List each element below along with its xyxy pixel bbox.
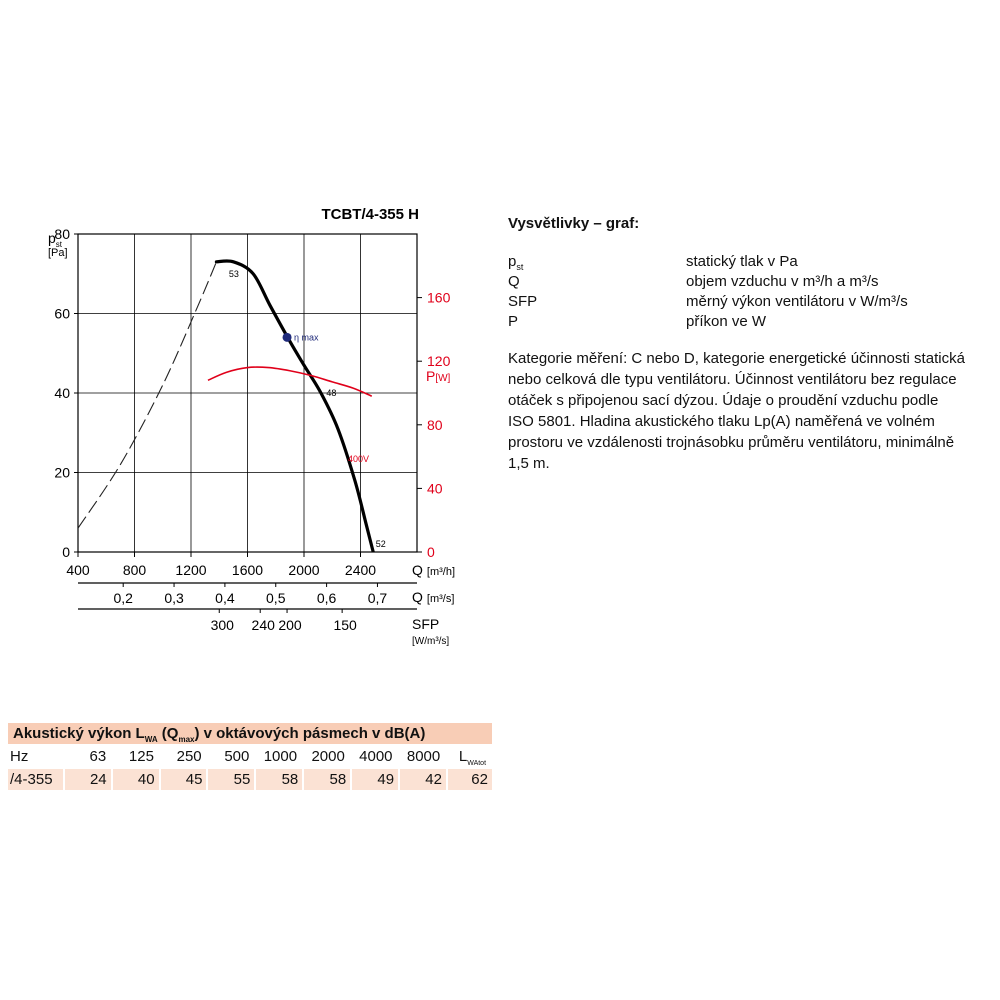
acoustic-value-cell: 24 [65,769,111,790]
y-left-unit: [Pa] [48,247,68,259]
legend-symbol: Q [508,273,520,290]
x2-tick-label: 0,7 [367,590,388,606]
y-left-tick-label: 0 [62,544,70,560]
series-400V [208,367,372,396]
x1-tick-label: 1200 [175,562,207,578]
legend-row [508,292,968,312]
chart-annotation: 53 [228,268,239,279]
series-pressure-solid [216,261,373,552]
x1-tick-label: 800 [122,562,147,578]
legend-symbol: SFP [508,293,538,310]
x3-axis-label: SFP [412,616,440,632]
y-right-tick-label: 0 [427,544,435,560]
y-right-tick-label: 160 [427,289,451,306]
acoustic-value-cell: 58 [256,769,302,790]
acoustic-table-title: Akustický výkon $L_{WA}$ $(Q_{max})$ v oktávových pásmech v dB(A) [8,723,492,744]
acoustic-header-cell: 2000 [311,748,345,765]
acoustic-value-cell: /4-355 [8,769,63,790]
x3-tick-label: 200 [278,617,302,633]
y-right-tick-label: 80 [427,416,443,433]
acoustic-value-cell: 40 [113,769,159,790]
x2-tick-label: 0,2 [113,590,133,606]
y-right-label: P[W] [426,368,451,384]
y-left-tick-label: 60 [54,305,70,322]
legend-row [508,312,968,332]
acoustic-header-cell: 4000 [359,748,393,765]
chart-annotation: η max [294,332,319,343]
chart-annotation: 52 [375,539,386,550]
acoustic-header-cell: 1000 [263,748,298,765]
acoustic-header-cell: 125 [128,748,154,765]
acoustic-header-cell: 8000 [406,748,441,765]
acoustic-value-cell: 49 [352,769,398,790]
x2-tick-label: 0,6 [316,590,337,606]
chart-title: TCBT/4-355 H [321,206,419,223]
legend-symbol: $p_{st}$ [508,253,524,272]
acoustic-header-cell: 250 [176,748,202,765]
legend-title: Vysvětlivky – graf: [508,215,640,232]
x1-tick-label: 2400 [344,562,377,578]
x2-tick-label: 0,5 [266,590,286,606]
acoustic-value-cell: 42 [400,769,446,790]
y-left-tick-label: 40 [54,385,70,401]
legend-row [508,252,968,272]
x2-tick-label: 0,4 [215,590,235,606]
x1-tick-label: 400 [66,562,90,578]
legend-description: měrný výkon ventilátoru v W/m³/s [686,293,908,310]
x2-tick-label: 0,3 [164,590,184,606]
acoustic-value-cell: 45 [161,769,207,790]
x1-tick-label: 1600 [231,562,264,578]
x1-tick-label: 2000 [288,562,320,578]
acoustic-header-cell: 500 [224,748,250,765]
acoustic-header-row [8,746,492,767]
y-left-tick-label: 20 [54,464,70,481]
y-left-label: $p_{st}$ [48,230,63,249]
legend-description: příkon ve W [686,313,767,330]
x2-axis-label: Q [m³/s] [412,589,455,605]
chart-annotation: 400V [348,454,370,464]
x3-axis-unit: [W/m³/s] [412,636,450,647]
x3-tick-label: 300 [210,617,234,633]
legend-symbol: P [508,313,519,330]
legend-description: statický tlak v Pa [686,253,798,270]
legend-description: objem vzduchu v m³/h a m³/s [686,273,879,290]
legend-row [508,272,968,292]
chart-annotation: 48 [326,388,337,398]
y-right-tick-label: 40 [427,480,443,497]
acoustic-values-row [8,769,492,790]
acoustic-value-cell: 58 [304,769,350,790]
measurement-note: Kategorie měření: C nebo D, kategorie energetické účinnosti statická nebo celková dle typu ventilátoru. Účinnost ventilátoru bez regulace otáček s připojenou sací dýzou. Údaje o proudění vzduchu podle ISO 5801. Hladina akustického tlaku Lp(A) naměřená ve volném prostoru ve vzdálenosti trojnásobku průměru ventilátoru, minimálně 1,5 m. [508,350,965,472]
series-pressure-dashed [78,262,216,528]
acoustic-header-cell: Hz [10,748,29,765]
x1-axis-label: Q [m³/h] [412,562,456,578]
eta-max-point [283,333,292,342]
x3-tick-label: 150 [333,617,357,633]
chart-legend-panel [508,215,968,474]
y-left-tick-label: 80 [54,226,70,242]
acoustic-power-table [8,723,492,792]
acoustic-header-cell: $L_{WAtot}$ [458,748,487,767]
acoustic-header-cell: 63 [89,748,107,765]
acoustic-value-cell: 62 [448,769,492,790]
acoustic-value-cell: 55 [208,769,254,790]
x3-tick-label: 240 [251,617,275,633]
y-right-tick-label: 120 [427,353,451,370]
